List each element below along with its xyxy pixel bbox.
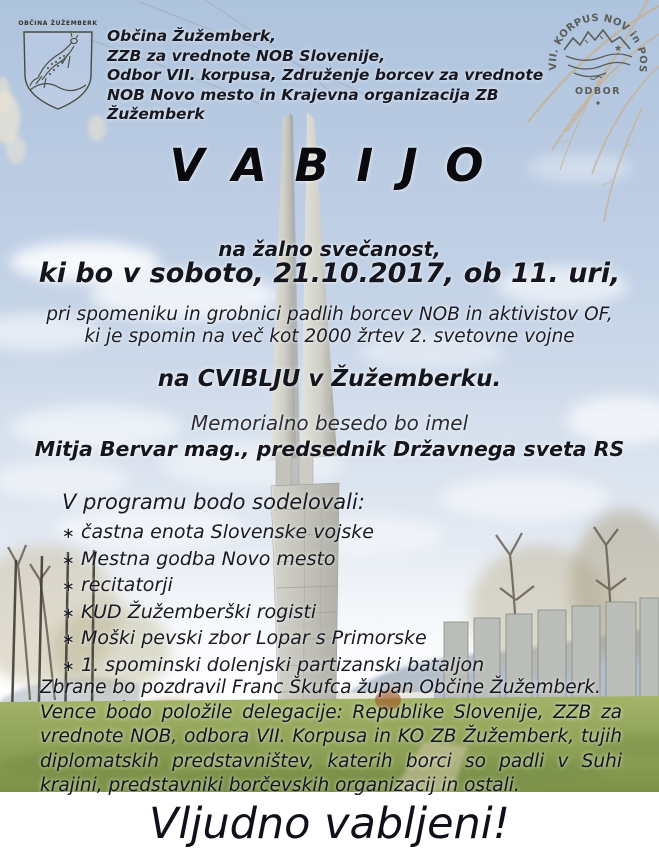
program-item-label: KUD Žužemberški rogisti	[81, 600, 317, 623]
program-item	[62, 573, 502, 600]
program-item-label: častna enota Slovenske vojske	[81, 521, 374, 543]
wreaths-paragraph: Vence bodo položile delegacije: Republike Slovenije, ZZB za vrednote NOB, odbora VII. Korpusa in KO ZB Žužemberk, tujih diplomatskih predstavništev, katerih borci so padli v Suhi krajini, predstavniki borčevskih organizacij in ostali.	[40, 701, 622, 796]
organizer-line: Občina Žužemberk,	[107, 27, 277, 45]
location-line: na CVIBLJU v Žužemberku.	[157, 366, 502, 392]
program-item	[62, 520, 502, 547]
program-heading: V programu bodo sodelovali:	[62, 490, 365, 514]
program-item	[62, 626, 502, 653]
stamp-arc-text: VII. KORPUS NOV in POS	[547, 12, 649, 74]
asterisk-bullet: ∗	[62, 577, 75, 595]
closing-section	[40, 676, 622, 799]
poster-title: V A B I J O	[169, 139, 490, 192]
invitation-footer: Vljudno vabljeni!	[149, 799, 510, 849]
asterisk-bullet: ∗	[62, 630, 75, 648]
organizer-line: Odbor VII. korpusa, Združenje borcev za vrednote	[107, 66, 544, 84]
stamp-dot	[596, 101, 599, 104]
stamp-star: ★	[614, 44, 623, 54]
program-item-label: recitatorji	[81, 574, 173, 596]
speech-intro-line: Memorialno besedo bo imel	[190, 411, 469, 435]
program-item	[62, 600, 502, 627]
program-item-label: 1. spominski dolenjski partizanski bataljon	[81, 653, 485, 676]
program-item-label: Moški pevski zbor Lopar s Primorske	[81, 627, 427, 649]
datetime-line: ki bo v soboto, 21.10.2017, ob 11. uri,	[38, 258, 621, 289]
coat-of-arms-caption: OBČINA ŽUŽEMBERK	[18, 20, 98, 27]
organizer-header	[107, 27, 577, 125]
asterisk-bullet: ∗	[62, 603, 75, 622]
program-item-label: Mestna godba Novo mesto	[81, 547, 336, 570]
description-line-1: pri spomeniku in grobnici padlih borcev NOB in aktivistov OF,	[46, 304, 613, 325]
coat-of-arms	[12, 16, 104, 124]
asterisk-bullet: ∗	[62, 524, 75, 542]
speaker-line: Mitja Bervar mag., predsednik Državnega sveta RS	[34, 437, 625, 461]
program-section	[62, 490, 502, 679]
shield-outline	[24, 32, 92, 109]
greeting-line: Zbrane bo pozdravil Franc Škufca župan Občine Žužemberk.	[40, 677, 601, 698]
organizer-line: NOB Novo mesto in Krajevna organizacija ZB Žužemberk	[107, 85, 499, 123]
asterisk-bullet: ∗	[62, 550, 75, 569]
stamp-bottom-text: ODBOR	[574, 86, 622, 97]
asterisk-bullet: ∗	[62, 656, 75, 675]
program-list	[62, 520, 502, 679]
description-line-2: ki je spomin na več kot 2000 žrtev 2. svetovne vojne	[84, 326, 575, 347]
organizer-line: ZZB za vrednote NOB Slovenije,	[107, 46, 386, 65]
occasion-line: na žalno svečanost,	[218, 237, 441, 261]
program-item	[62, 547, 502, 574]
